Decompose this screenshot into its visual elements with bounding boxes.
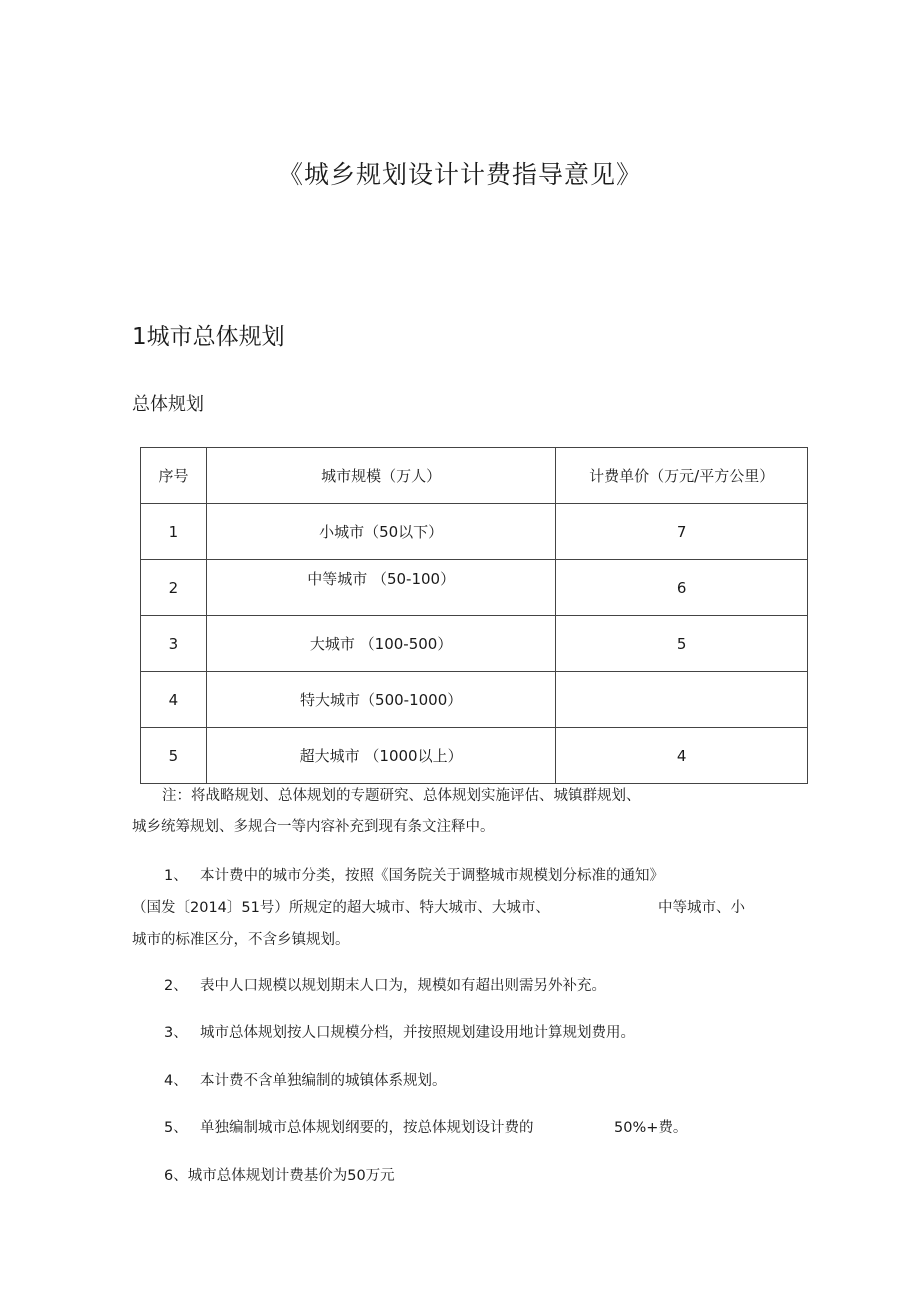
note-item-5-value: 50%+费。 bbox=[614, 1120, 688, 1136]
document-title: 《城乡规划设计计费指导意见》 bbox=[277, 160, 642, 189]
item-number: 5、 bbox=[164, 1120, 188, 1136]
note-item-6: 6、城市总体规划计费基价为50万元 bbox=[164, 1168, 395, 1184]
row-price: 4 bbox=[556, 728, 808, 784]
note-item-4 bbox=[132, 1069, 772, 1090]
row-scale: 超大城市 （1000以上） bbox=[206, 728, 555, 784]
table-row bbox=[141, 728, 808, 784]
table-row bbox=[141, 504, 808, 560]
note-line-2: 城乡统筹规划、多规合一等内容补充到现有条文注释中。 bbox=[132, 819, 495, 835]
item-text: 表中人口规模以规划期末人口为，规模如有超出则需另外补充。 bbox=[200, 978, 606, 994]
note-item-1-line-2a: （国发〔2014〕51号）所规定的超大城市、特大城市、大城市、 bbox=[132, 900, 550, 916]
item-text: 单独编制城市总体规划纲要的，按总体规划设计费的 bbox=[200, 1120, 534, 1136]
fee-table bbox=[140, 447, 808, 784]
item-number: 1、 bbox=[164, 868, 188, 884]
item-text: 本计费不含单独编制的城镇体系规划。 bbox=[200, 1073, 447, 1089]
item-number: 2、 bbox=[164, 978, 188, 994]
item-number: 4、 bbox=[164, 1073, 188, 1089]
table-header-row bbox=[141, 448, 808, 504]
note-line-1: 注：将战略规划、总体规划的专题研究、总体规划实施评估、城镇群规划、 bbox=[162, 788, 641, 804]
header-price: 计费单价（万元/平方公里） bbox=[556, 448, 808, 504]
row-scale: 特大城市（500-1000） bbox=[206, 672, 555, 728]
subsection-heading: 总体规划 bbox=[132, 394, 204, 415]
note-item-3 bbox=[132, 1021, 772, 1042]
note-item-1-line-2b: 中等城市、小 bbox=[658, 900, 745, 916]
row-scale: 大城市 （100-500） bbox=[206, 616, 555, 672]
note-item-1-line-3: 城市的标准区分，不含乡镇规划。 bbox=[132, 932, 350, 948]
row-price: 6 bbox=[556, 560, 808, 616]
table-row bbox=[141, 560, 808, 616]
item-number: 3、 bbox=[164, 1025, 188, 1041]
item-text: 本计费中的城市分类，按照《国务院关于调整城市规模划分标准的通知》 bbox=[200, 868, 664, 884]
section-heading: 1城市总体规划 bbox=[132, 324, 285, 350]
header-index: 序号 bbox=[141, 448, 207, 504]
row-scale: 中等城市 （50-100） bbox=[307, 570, 456, 588]
row-scale-cell bbox=[206, 560, 555, 616]
table-row bbox=[141, 616, 808, 672]
row-index: 4 bbox=[141, 672, 207, 728]
row-price: 7 bbox=[556, 504, 808, 560]
note-item-2 bbox=[132, 974, 772, 995]
header-scale: 城市规模（万人） bbox=[206, 448, 555, 504]
row-price: 5 bbox=[556, 616, 808, 672]
row-index: 1 bbox=[141, 504, 207, 560]
row-price bbox=[556, 672, 808, 728]
row-index: 5 bbox=[141, 728, 207, 784]
row-index: 2 bbox=[141, 560, 207, 616]
note-item-1 bbox=[132, 864, 772, 885]
row-index: 3 bbox=[141, 616, 207, 672]
table-row bbox=[141, 672, 808, 728]
item-text: 城市总体规划按人口规模分档，并按照规划建设用地计算规划费用。 bbox=[200, 1025, 635, 1041]
row-scale: 小城市（50以下） bbox=[206, 504, 555, 560]
